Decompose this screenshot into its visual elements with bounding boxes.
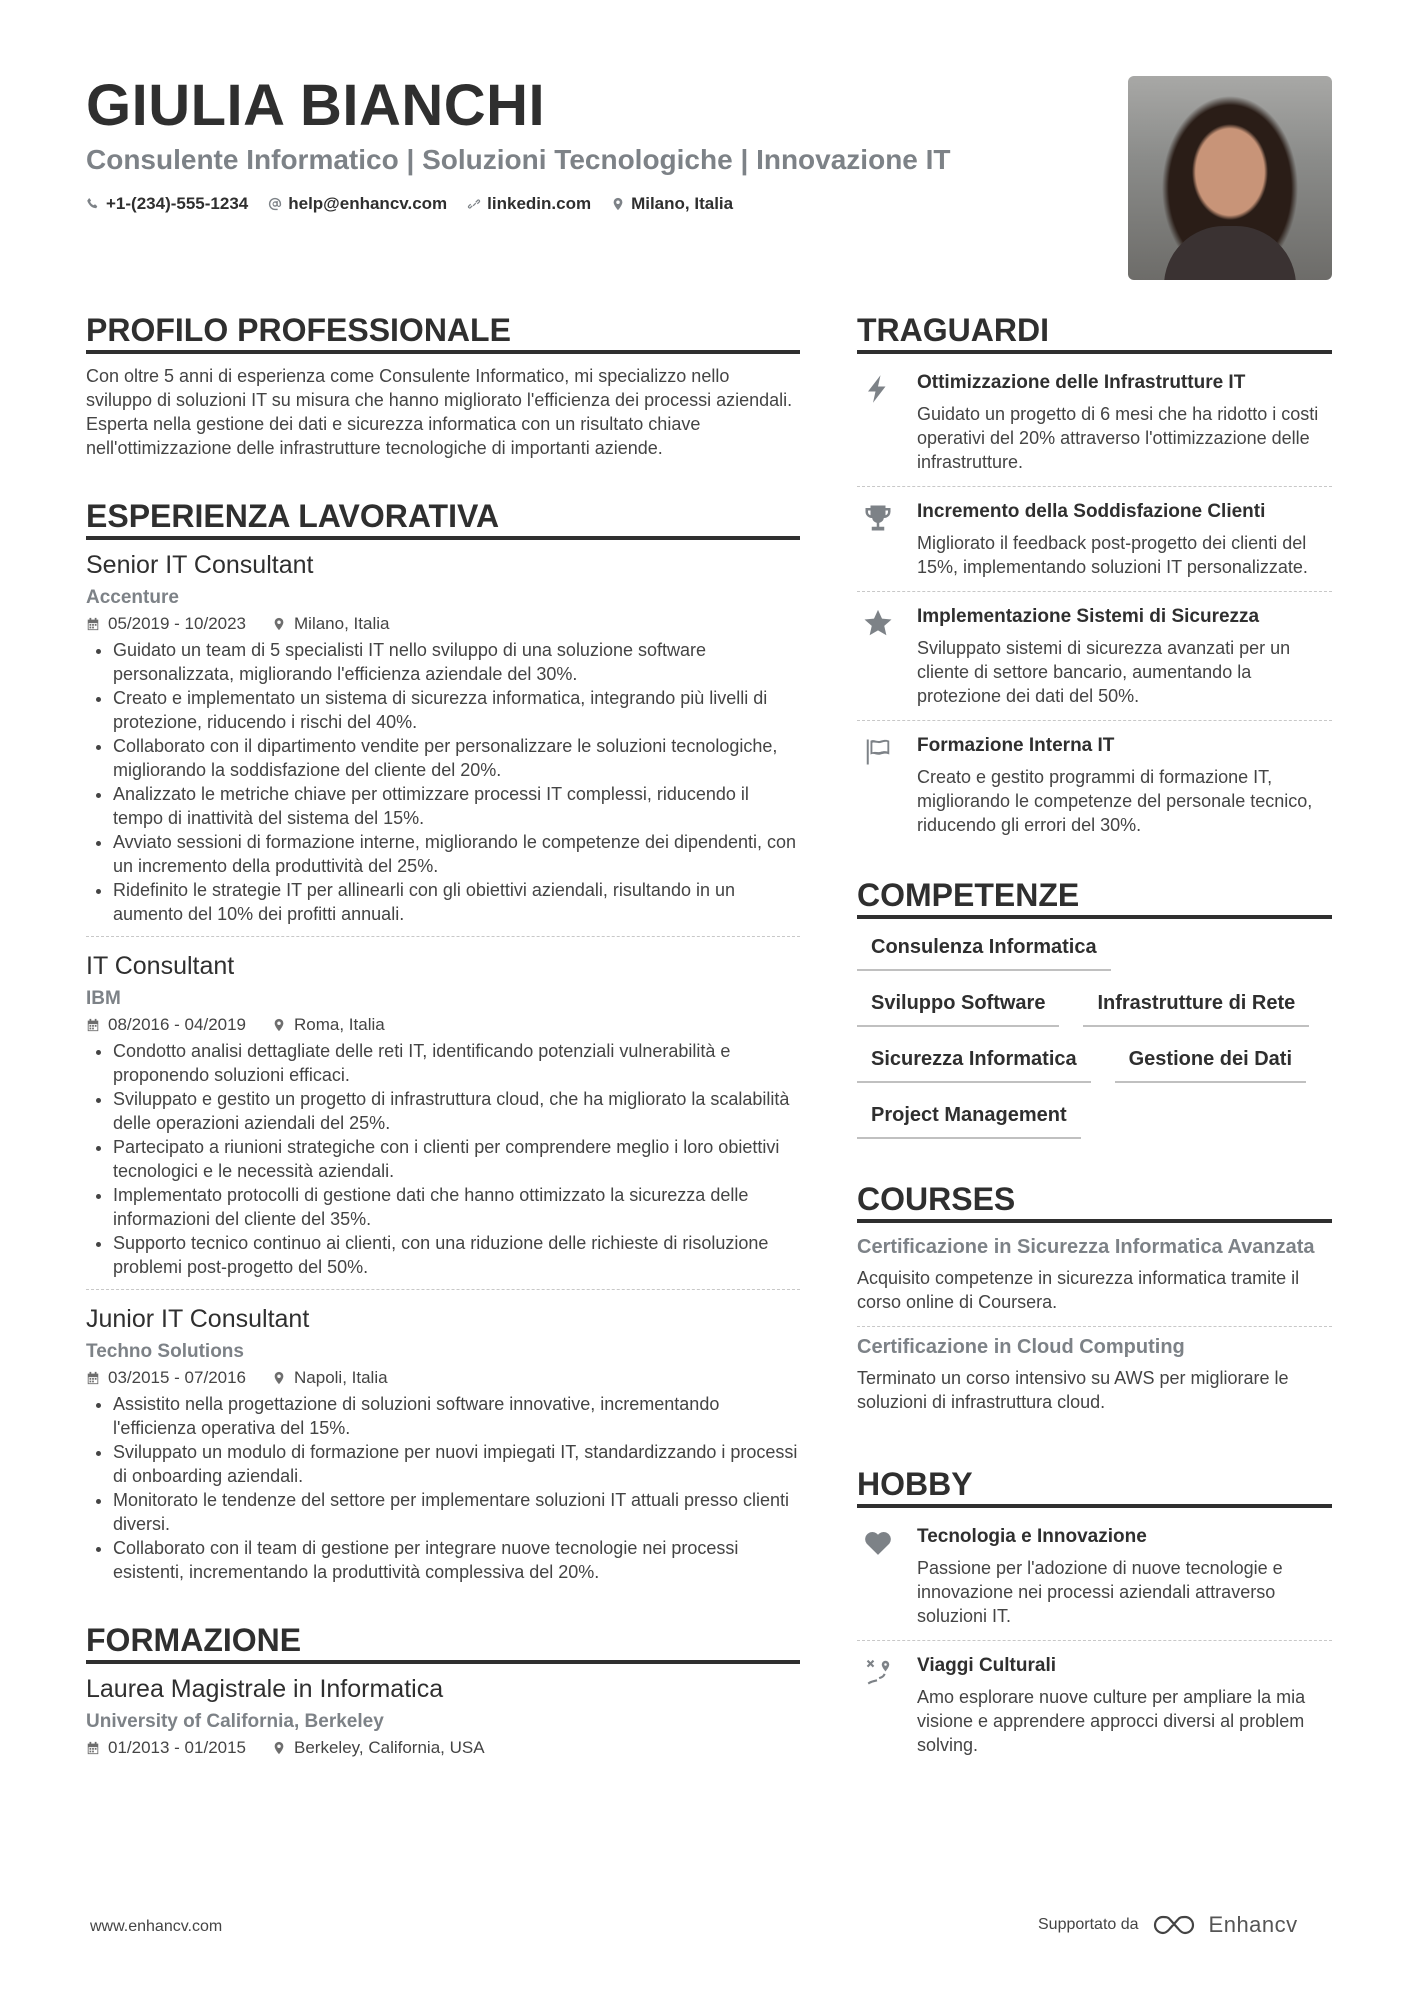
bullet-item: • Ridefinito le strategie IT per allinearli con gli obiettivi aziendali, risultando in un aumento del 10% dei profitti annuali. bbox=[113, 878, 800, 926]
achievement-desc: Sviluppato sistemi di sicurezza avanzati per un cliente di settore bancario, aumentando la protezione dei dati del 50%. bbox=[917, 638, 1291, 706]
job-dates: 05/2019 - 10/2023 bbox=[108, 614, 247, 633]
bullet-item: • Condotto analisi dettagliate delle reti IT, identificando potenziali vulnerabilità e proponendo soluzioni efficaci. bbox=[113, 1039, 800, 1087]
job-meta bbox=[86, 1366, 800, 1390]
courses-section bbox=[857, 1179, 1332, 1426]
contact-bar bbox=[86, 192, 1086, 216]
contact-location bbox=[611, 192, 733, 216]
section-heading: PROFILO PROFESSIONALE bbox=[86, 310, 800, 354]
powered-by-text: Supportato da bbox=[1038, 1916, 1139, 1933]
section-heading: FORMAZIONE bbox=[86, 1620, 800, 1664]
job-bullets bbox=[86, 1392, 800, 1584]
job-meta bbox=[86, 1013, 800, 1037]
section-heading: TRAGUARDI bbox=[857, 310, 1332, 354]
achievement-item bbox=[857, 487, 1332, 592]
achievement-title: Incremento della Soddisfazione Clienti bbox=[917, 501, 1266, 522]
job-role: Senior IT Consultant bbox=[86, 551, 314, 579]
resume-header bbox=[86, 72, 1086, 216]
hobby-item bbox=[857, 1641, 1332, 1769]
job-location: Napoli, Italia bbox=[294, 1368, 388, 1387]
section-heading: HOBBY bbox=[857, 1464, 1332, 1508]
map-pin-icon bbox=[611, 197, 625, 211]
skills-list bbox=[857, 921, 1332, 1145]
bullet-item: • Partecipato a riunioni strategiche con i clienti per comprendere meglio i loro obiettivi tecnologici e le necessità aziendali. bbox=[113, 1135, 800, 1183]
trophy-icon bbox=[863, 503, 893, 533]
hobby-title: Tecnologia e Innovazione bbox=[917, 1526, 1147, 1547]
skill-tag: Sicurezza Informatica bbox=[857, 1033, 1091, 1083]
job-dates: 08/2016 - 04/2019 bbox=[108, 1015, 247, 1034]
map-pin-icon bbox=[272, 1018, 286, 1032]
skills-section bbox=[857, 875, 1332, 1145]
bullet-item: • Avviato sessioni di formazione interne, migliorando le competenze dei dipendenti, con un incremento della produttività del 25%. bbox=[113, 830, 800, 878]
map-pin-icon bbox=[272, 1741, 286, 1755]
link-icon bbox=[467, 197, 481, 211]
job-company: IBM bbox=[86, 988, 121, 1009]
candidate-name: GIULIA BIANCHI bbox=[86, 73, 546, 138]
achievement-item bbox=[857, 358, 1332, 487]
course-desc: Terminato un corso intensivo su AWS per migliorare le soluzioni di infrastruttura cloud. bbox=[857, 1368, 1289, 1412]
bullet-item: • Implementato protocolli di gestione dati che hanno ottimizzato la sicurezza delle informazioni del cliente del 35%. bbox=[113, 1183, 800, 1231]
achievement-title: Ottimizzazione delle Infrastrutture IT bbox=[917, 372, 1246, 393]
calendar-icon bbox=[86, 1018, 100, 1032]
experience-section bbox=[86, 496, 800, 1594]
right-column bbox=[857, 310, 1332, 1769]
bullet-item: • Sviluppato e gestito un progetto di infrastruttura cloud, che ha migliorato la scalabilità delle operazioni aziendali del 25%. bbox=[113, 1087, 800, 1135]
hobby-section bbox=[857, 1464, 1332, 1769]
achievement-title: Implementazione Sistemi di Sicurezza bbox=[917, 606, 1260, 627]
job-entry bbox=[86, 1289, 800, 1594]
section-heading: COURSES bbox=[857, 1179, 1332, 1223]
education-school: University of California, Berkeley bbox=[86, 1711, 384, 1732]
hobby-item bbox=[857, 1512, 1332, 1641]
course-desc: Acquisito competenze in sicurezza informatica tramite il corso online di Coursera. bbox=[857, 1268, 1300, 1312]
profile-text: Con oltre 5 anni di esperienza come Consulente Informatico, mi specializzo nello sviluppo di soluzioni IT su misura che hanno migliorato l'efficienza dei processi aziendali. Esperta nella gestione dei dati e sicurezza informatica con un risultato chiave nell'ottimizzazione delle infrastrutture tecnologiche di importanti aziende. bbox=[86, 366, 793, 458]
skill-tag: Gestione dei Dati bbox=[1115, 1033, 1306, 1083]
contact-phone[interactable] bbox=[86, 192, 248, 216]
location-text: Milano, Italia bbox=[631, 194, 734, 213]
hobby-desc: Amo esplorare nuove culture per ampliare la mia visione e apprendere approcci diversi al problem solving. bbox=[917, 1687, 1306, 1755]
achievement-desc: Guidato un progetto di 6 mesi che ha ridotto i costi operativi del 20% attraverso l'ottimizzazione delle infrastrutture. bbox=[917, 404, 1319, 472]
calendar-icon bbox=[86, 1741, 100, 1755]
achievement-desc: Migliorato il feedback post-progetto dei clienti del 15%, implementando soluzioni IT personalizzate. bbox=[917, 533, 1308, 577]
bullet-item: • Sviluppato un modulo di formazione per nuovi impiegati IT, standardizzando i processi di onboarding aziendali. bbox=[113, 1440, 800, 1488]
education-degree: Laurea Magistrale in Informatica bbox=[86, 1675, 444, 1703]
course-item bbox=[857, 1227, 1332, 1327]
bullet-item: • Analizzato le metriche chiave per ottimizzare processi IT complessi, riducendo il tempo di inattività del sistema del 15%. bbox=[113, 782, 800, 830]
flag-icon bbox=[863, 737, 893, 767]
education-dates: 01/2013 - 01/2015 bbox=[108, 1738, 247, 1757]
enhancv-logo-icon bbox=[1151, 1913, 1197, 1937]
job-role: Junior IT Consultant bbox=[86, 1305, 310, 1333]
skill-tag: Sviluppo Software bbox=[857, 977, 1059, 1027]
at-icon bbox=[268, 197, 282, 211]
profile-photo bbox=[1128, 76, 1332, 280]
skill-tag: Project Management bbox=[857, 1089, 1081, 1139]
calendar-icon bbox=[86, 617, 100, 631]
hobby-desc: Passione per l'adozione di nuove tecnologie e innovazione nei processi aziendali attraverso soluzioni IT. bbox=[917, 1558, 1283, 1626]
job-role: IT Consultant bbox=[86, 952, 235, 980]
bullet-item: • Creato e implementato un sistema di sicurezza informatica, integrando più livelli di protezione, riducendo i rischi del 40%. bbox=[113, 686, 800, 734]
achievement-title: Formazione Interna IT bbox=[917, 735, 1115, 756]
course-title: Certificazione in Sicurezza Informatica Avanzata bbox=[857, 1236, 1315, 1258]
job-bullets bbox=[86, 1039, 800, 1279]
job-company: Techno Solutions bbox=[86, 1341, 244, 1362]
section-heading: COMPETENZE bbox=[857, 875, 1332, 919]
map-pin-icon bbox=[272, 617, 286, 631]
bullet-item: • Guidato un team di 5 specialisti IT nello sviluppo di una soluzione software personalizzata, migliorando l'efficienza aziendale del 30%. bbox=[113, 638, 800, 686]
course-title: Certificazione in Cloud Computing bbox=[857, 1336, 1185, 1358]
skill-tag: Infrastrutture di Rete bbox=[1083, 977, 1309, 1027]
section-heading: ESPERIENZA LAVORATIVA bbox=[86, 496, 800, 540]
candidate-title: Consulente Informatico | Soluzioni Tecnologiche | Innovazione IT bbox=[86, 144, 951, 175]
email-text: help@enhancv.com bbox=[288, 194, 448, 213]
education-section bbox=[86, 1620, 800, 1760]
job-dates: 03/2015 - 07/2016 bbox=[108, 1368, 247, 1387]
contact-linkedin[interactable] bbox=[467, 192, 591, 216]
achievement-desc: Creato e gestito programmi di formazione IT, migliorando le competenze del personale tecnico, riducendo gli errori del 30%. bbox=[917, 767, 1313, 835]
footer-brand bbox=[1038, 1912, 1298, 1938]
route-icon bbox=[863, 1657, 893, 1687]
profile-section bbox=[86, 310, 800, 460]
bullet-item: • Collaborato con il dipartimento vendite per personalizzare le soluzioni tecnologiche, migliorando la soddisfazione del cliente del 20%. bbox=[113, 734, 800, 782]
achievements-section bbox=[857, 310, 1332, 849]
education-meta bbox=[86, 1736, 800, 1760]
bullet-item: • Collaborato con il team di gestione per integrare nuove tecnologie nei processi esistenti, incrementando la produttività complessiva del 20%. bbox=[113, 1536, 800, 1584]
hobby-title: Viaggi Culturali bbox=[917, 1655, 1057, 1676]
achievement-item bbox=[857, 721, 1332, 849]
job-meta bbox=[86, 612, 800, 636]
job-entry bbox=[86, 548, 800, 936]
job-entry bbox=[86, 936, 800, 1289]
bullet-item: • Assistito nella progettazione di soluzioni software innovative, incrementando l'efficienza operativa del 15%. bbox=[113, 1392, 800, 1440]
job-location: Milano, Italia bbox=[294, 614, 390, 633]
job-company: Accenture bbox=[86, 587, 179, 608]
phone-icon bbox=[86, 197, 100, 211]
skill-tag: Consulenza Informatica bbox=[857, 921, 1111, 971]
lightning-icon bbox=[863, 374, 893, 404]
brand-name: Enhancv bbox=[1208, 1912, 1298, 1937]
bullet-item: • Supporto tecnico continuo ai clienti, con una riduzione delle richieste di risoluzione problemi post-progetto del 50%. bbox=[113, 1231, 800, 1279]
map-pin-icon bbox=[272, 1371, 286, 1385]
course-item bbox=[857, 1327, 1332, 1426]
job-bullets bbox=[86, 638, 800, 926]
calendar-icon bbox=[86, 1371, 100, 1385]
bullet-item: • Monitorato le tendenze del settore per implementare soluzioni IT attuali presso clienti diversi. bbox=[113, 1488, 800, 1536]
star-icon bbox=[863, 608, 893, 638]
phone-text: +1-(234)-555-1234 bbox=[106, 194, 249, 213]
job-location: Roma, Italia bbox=[294, 1015, 385, 1034]
linkedin-text: linkedin.com bbox=[487, 194, 592, 213]
education-location: Berkeley, California, USA bbox=[294, 1738, 485, 1757]
contact-email[interactable] bbox=[268, 192, 447, 216]
footer-website[interactable]: www.enhancv.com bbox=[90, 1918, 223, 1935]
achievement-item bbox=[857, 592, 1332, 721]
left-column bbox=[86, 310, 800, 1760]
heart-icon bbox=[863, 1528, 893, 1558]
